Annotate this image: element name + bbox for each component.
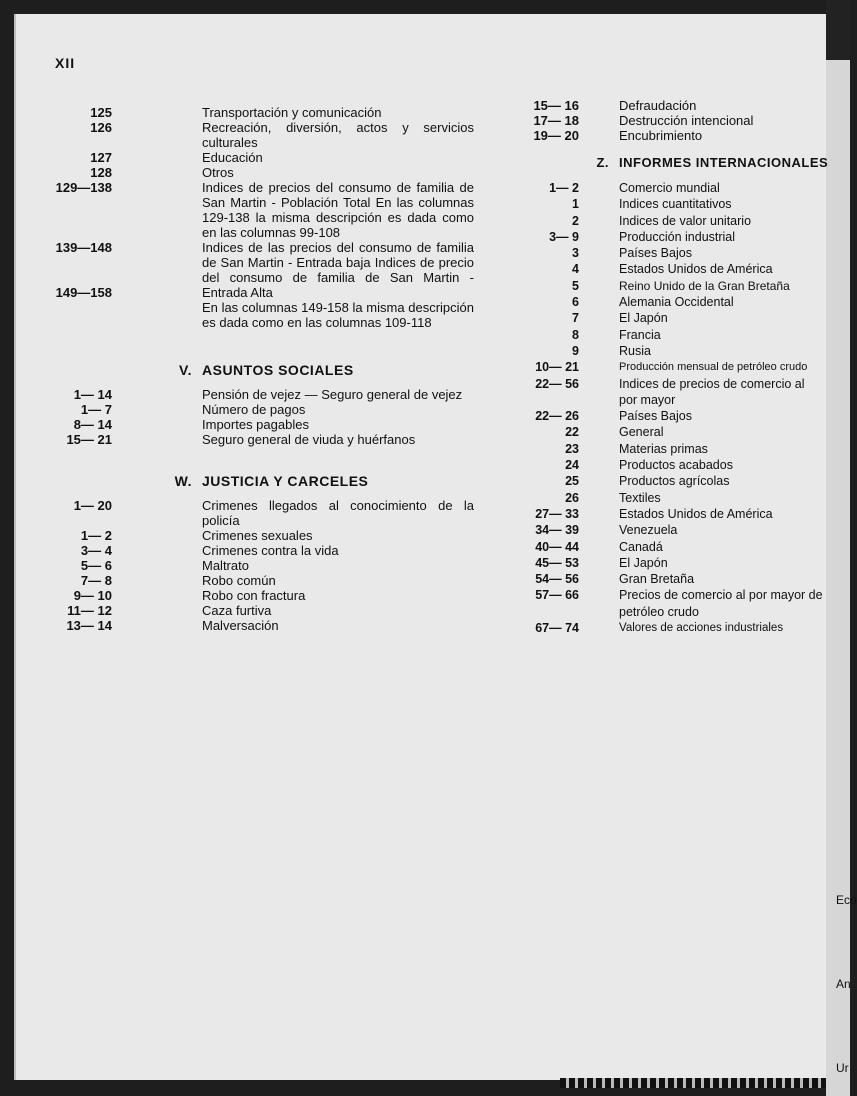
column-number: 67— 74 xyxy=(535,621,579,636)
item-description: Seguro general de viuda y huérfanos xyxy=(202,432,416,447)
column-number: 9 xyxy=(572,343,579,358)
item-description: Producción industrial xyxy=(619,229,736,244)
right-column xyxy=(535,180,823,636)
item-description: Pensión de vejez — Seguro general de vejez xyxy=(202,387,463,402)
column-number: 22— 26 xyxy=(535,409,579,424)
list-item xyxy=(535,620,819,636)
column-number: 57— 66 xyxy=(535,588,579,603)
list-item xyxy=(572,261,819,277)
column-number: 11— 12 xyxy=(67,603,112,618)
column-number: 15— 16 xyxy=(533,98,579,113)
item-description: Estados Unidos de América xyxy=(619,506,773,521)
column-number: 7 xyxy=(572,311,579,326)
list-item xyxy=(565,473,819,489)
column-number: 10— 21 xyxy=(535,360,579,375)
page-number: XII xyxy=(55,55,76,71)
column-number: 125 xyxy=(90,105,112,120)
scan-edge-band xyxy=(560,1078,826,1088)
list-item xyxy=(90,105,474,120)
item-description: Países Bajos xyxy=(619,409,692,424)
list-item xyxy=(565,490,819,506)
item-description: Reino Unido de la Gran Bretaña xyxy=(619,278,790,293)
list-item xyxy=(535,539,819,555)
item-description: General xyxy=(619,425,664,440)
item-description: Gran Bretaña xyxy=(619,572,695,587)
column-number: 23 xyxy=(565,441,579,456)
list-item xyxy=(535,555,819,571)
list-item xyxy=(533,113,819,128)
item-description: Producción mensual de petróleo crudo xyxy=(619,361,808,374)
column-number: 25 xyxy=(565,474,579,489)
list-item xyxy=(572,343,819,359)
item-description: Crimenes llegados al conocimiento de la policía xyxy=(202,498,474,528)
section-heading: V. ASUNTOS SOCIALES xyxy=(179,362,354,378)
edge-fragment: Eco xyxy=(836,893,857,907)
item-description: Rusia xyxy=(619,343,651,358)
item-description: Malversación xyxy=(202,618,279,633)
column-number: 129—138 xyxy=(55,180,112,195)
column-number: 24 xyxy=(565,458,579,473)
list-item xyxy=(90,120,474,150)
list-item xyxy=(572,327,819,343)
list-item xyxy=(535,506,819,522)
column-number: 22 xyxy=(565,425,579,440)
column-number: 6 xyxy=(572,295,579,310)
item-description: Valores de acciones industriales xyxy=(619,622,784,635)
column-number: 1— 14 xyxy=(73,387,112,402)
adjacent-page-edge xyxy=(826,0,857,1096)
column-number: 1— 2 xyxy=(549,181,579,195)
list-item xyxy=(80,402,474,417)
column-number: 3— 4 xyxy=(80,543,112,558)
item-description: Productos acabados xyxy=(619,458,733,473)
list-item xyxy=(535,376,819,409)
item-description: Defraudación xyxy=(619,98,697,113)
list-item xyxy=(80,528,474,543)
list-item xyxy=(535,359,819,375)
list-item xyxy=(549,180,819,196)
item-description: Materias primas xyxy=(619,441,708,456)
item-description: Estados Unidos de América xyxy=(619,262,773,277)
list-item xyxy=(80,543,474,558)
item-description: Francia xyxy=(619,327,661,342)
column-number: 3 xyxy=(572,246,579,261)
column-number: 40— 44 xyxy=(535,539,579,554)
item-description: Educación xyxy=(202,150,263,165)
item-description: Indices de las precios del consumo de familia de San Martin - Entrada baja Indices de precio del consumo de familia de San Martin - Entrada Alta xyxy=(202,240,474,300)
list-item xyxy=(67,603,474,618)
column-number: 54— 56 xyxy=(535,572,579,587)
column-number: 1— 7 xyxy=(80,402,112,417)
item-description: Indices de precios del consumo de familia de San Martin - Población Total En las columnas 129-138 la misma descripción es dada como en las columnas 99-108 xyxy=(202,180,474,240)
list-item xyxy=(565,441,819,457)
item-description: Otros xyxy=(202,165,234,180)
list-item xyxy=(549,229,819,245)
column-number: 8 xyxy=(572,327,579,342)
column-number: 126 xyxy=(90,120,112,135)
list-item xyxy=(55,180,474,240)
column-number: 13— 14 xyxy=(66,618,112,633)
column-number: 27— 33 xyxy=(535,506,579,521)
item-description: Crimenes sexuales xyxy=(202,528,313,543)
item-description: Destrucción intencional xyxy=(619,113,754,128)
list-item xyxy=(572,213,819,229)
column-number: 22— 56 xyxy=(535,376,579,391)
column-number: 19— 20 xyxy=(533,128,579,143)
item-description: Productos agrícolas xyxy=(619,474,730,489)
column-number: 3— 9 xyxy=(549,229,579,244)
list-item xyxy=(90,150,474,165)
item-description: Importes pagables xyxy=(202,417,309,432)
item-description: Indices de valor unitario xyxy=(619,213,752,228)
item-description: Comercio mundial xyxy=(619,181,720,195)
list-item xyxy=(572,294,819,310)
section-heading: Z. INFORMES INTERNACIONALES xyxy=(596,155,829,170)
list-item xyxy=(565,424,819,440)
right-column xyxy=(533,98,819,143)
item-description: Encubrimiento xyxy=(619,128,703,143)
item-description: Transportación y comunicación xyxy=(202,105,382,120)
item-description: Países Bajos xyxy=(619,246,692,261)
item-description: Recreación, diversión, actos y servicios culturales xyxy=(202,120,474,150)
item-description: Crimenes contra la vida xyxy=(202,543,339,558)
item-description: Indices de precios de comercio al por mayor xyxy=(619,376,805,407)
column-number: 15— 21 xyxy=(66,432,112,447)
list-item xyxy=(535,408,819,424)
left-column xyxy=(66,387,474,447)
column-number: 1— 2 xyxy=(80,528,112,543)
item-description: Indices cuantitativos xyxy=(619,197,732,212)
list-item xyxy=(73,588,474,603)
column-number: 8— 14 xyxy=(73,417,112,432)
column-number: 34— 39 xyxy=(535,523,579,538)
section-heading: W. JUSTICIA Y CARCELES xyxy=(174,473,369,489)
column-number: 26 xyxy=(565,490,579,505)
column-number: 2 xyxy=(572,213,579,228)
item-description: Caza furtiva xyxy=(202,603,272,618)
list-item xyxy=(572,310,819,326)
item-description: En las columnas 149-158 la misma descripción es dada como en las columnas 109-118 xyxy=(202,300,474,330)
list-item xyxy=(66,618,474,633)
column-number: 1— 20 xyxy=(73,498,112,513)
column-number: 127 xyxy=(90,150,112,165)
column-number: 5 xyxy=(572,278,579,293)
list-item xyxy=(80,558,474,573)
column-number: 9— 10 xyxy=(73,588,112,603)
column-number: 149—158 xyxy=(55,285,112,300)
item-description: Maltrato xyxy=(202,558,249,573)
item-description: El Japón xyxy=(619,311,668,326)
list-item xyxy=(572,245,819,261)
list-item xyxy=(565,457,819,473)
list-item xyxy=(73,387,474,402)
list-item xyxy=(572,196,819,212)
item-description: Textiles xyxy=(619,490,661,505)
list-item xyxy=(572,278,819,294)
list-item xyxy=(535,522,819,538)
column-number: 7— 8 xyxy=(80,573,112,588)
left-column xyxy=(55,105,474,330)
column-number: 5— 6 xyxy=(80,558,112,573)
item-description: Número de pagos xyxy=(202,402,306,417)
list-item xyxy=(80,573,474,588)
column-number: 1 xyxy=(572,197,579,212)
column-number: 17— 18 xyxy=(533,113,579,128)
edge-fragment: An xyxy=(836,977,851,991)
item-description: El Japón xyxy=(619,555,668,570)
column-number: 128 xyxy=(90,165,112,180)
item-description: Precios de comercio al por mayor de petróleo crudo xyxy=(619,588,823,619)
left-column xyxy=(66,498,474,633)
item-description: Robo común xyxy=(202,573,276,588)
item-description: Robo con fractura xyxy=(202,588,306,603)
list-item xyxy=(73,417,474,432)
item-description: Canadá xyxy=(619,539,663,554)
list-item xyxy=(533,128,819,143)
list-item xyxy=(55,285,474,330)
list-item xyxy=(90,165,474,180)
list-item xyxy=(66,432,474,447)
list-item xyxy=(533,98,819,113)
list-item xyxy=(535,571,819,587)
column-number: 139—148 xyxy=(55,240,112,255)
column-number: 4 xyxy=(572,262,579,277)
list-item xyxy=(73,498,474,528)
list-item xyxy=(535,587,823,620)
item-description: Alemania Occidental xyxy=(619,295,734,310)
edge-fragment: Ur xyxy=(836,1061,849,1075)
item-description: Venezuela xyxy=(619,523,678,538)
column-number: 45— 53 xyxy=(535,555,579,570)
